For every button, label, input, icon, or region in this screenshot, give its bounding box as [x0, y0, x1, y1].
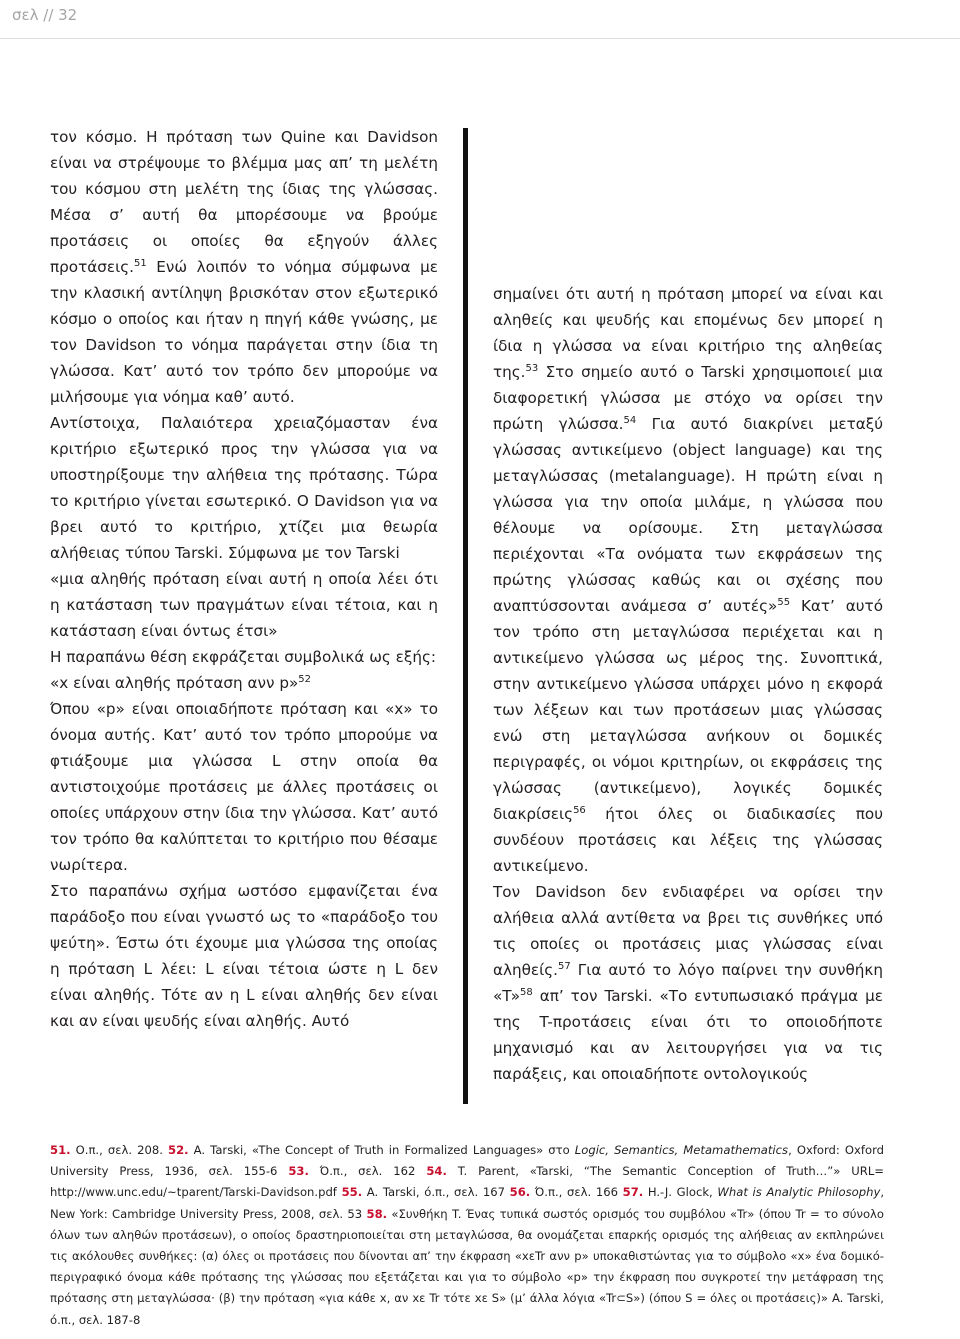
footnote-text: «Συνθήκη T. Ένας τυπικά σωστός ορισμός του συμβόλου «Tr» (όπου Tr = το σύνολο όλων των αληθών προτάσεων), ο οποίος δραστηριοποιείται στη μεταγλώσσα, θα ονομάζεται επαρκής ορισμός της αλήθειας αν εκπληρώνει τις ακόλουθες συνθήκες: (α) όλες οι προτάσεις που δίνονται απ’ την έκφραση «xεTr ανν p» υποκαθιστώντας για το σύμβολο «x» ένα δομικό-περιγραφικό όνομα κάθε πρότασης της γλώσσας που εξετάζεται και για το σύμβολο «p» την έκφραση που συγκροτεί την μετάφραση της πρότασης στη μεταγλώσσα· (β) την πρόταση «για κάθε x, αν xε Tr τότε xε S» (μ’ άλλα λόγια «Tr⊂S») (όπου S = όλες οι προτάσεις)» A. Tarski, ό.π., σελ. 187-8 [50, 1206, 884, 1327]
paragraph: Στο παραπάνω σχήμα ωστόσο εμφανίζεται ένα παράδοξο που είναι γνωστό ως το «παράδοξο του ψεύτη». Έστω ότι έχουμε μια γλώσσα της οποίας η πρόταση L λέει: L είναι τέτοια ώστε η L δεν είναι αληθής. Τότε αν η L είναι αληθής δεν είναι και αν είναι ψευδής είναι αληθής. Αυτό [50, 882, 438, 1030]
footnote-ref[interactable]: 51 [133, 258, 147, 269]
header-divider [0, 38, 960, 39]
footnote-number: 51. [50, 1143, 71, 1157]
footnote-title: What is Analytic Philosophy [717, 1185, 881, 1200]
paragraph: Τον Davidson δεν ενδιαφέρει να ορίσει την αλήθεια αλλά αντίθετα να βρει τις συνθήκες υπό τις οποίες οι προτάσεις μιας γλώσσας είναι αληθείς.$^{57}$ Για αυτό το λόγο παίρνει την συνθήκη «T»$^{58}$ απ’ τον Tarski. «Το εντυπωσιακό πράγμα με της T-προτάσεις είναι ότι το οποιοδήποτε μηχανισμό και αν λειτουργήσει για να τις παράξεις, και οποιαδήποτε οντολογικούς [493, 883, 883, 1083]
quote: «μια αληθής πρόταση είναι αυτή η οποία λέει ότι η κατάσταση των πραγμάτων είναι τέτοια, και η κατάσταση είναι όντως έτσι» [50, 570, 438, 640]
paragraph: τον κόσμο. Η πρόταση των Quine και Davidson είναι να στρέψουμε το βλέμμα μας απ’ τη μελέτη του κόσμου στη μελέτη της ίδιας της γλώσσας. Μέσα σ’ αυτή θα μπορέσουμε να βρούμε προτάσεις οι οποίες θα εξηγούν άλλες προτάσεις.$^{51}$ Ενώ λοιπόν το νόημα σύμφωνα με την κλασική αντίληψη βρισκόταν στον εξωτερικό κόσμο ο οποίος και ήταν η πηγή κάθε γνώσης, με τον Davidson το νόημα παράγεται στην ίδια τη γλώσσα. Κατ’ αυτό τον τρόπο δεν μπορούμε να μιλήσουμε για νόημα καθ’ αυτό. [50, 128, 438, 406]
right-column [493, 281, 883, 1087]
footnote-number: 53. [288, 1164, 309, 1179]
paragraph: Όπου «p» είναι οποιαδήποτε πρόταση και «x» το όνομα αυτής. Κατ’ αυτό τον τρόπο μπορούμε να φτιάξουμε μια γλώσσα L στην οποία θα αντιστοιχούμε προτάσεις με άλλες προτάσεις οι οποίες υπάρχουν στην ίδια την γλώσσα. Κατ’ αυτό τον τρόπο θα καλύπτεται το κριτήριο που θέσαμε νωρίτερα. [50, 700, 438, 874]
paragraph: Η παραπάνω θέση εκφράζεται συμβολικά ως εξής: [50, 648, 437, 666]
page-number: σελ // 32 [12, 6, 78, 24]
column-divider [463, 128, 468, 1104]
formula: «x είναι αληθής πρόταση ανν p»$^{52}$ [50, 674, 311, 692]
footnote-number: 52. [168, 1143, 189, 1157]
footnote-text: A. Tarski, ό.π., σελ. 167 [362, 1185, 505, 1200]
footnote-number: 56. [509, 1185, 531, 1200]
footnote-ref[interactable]: 57 [558, 961, 571, 972]
paragraph: σημαίνει ότι αυτή η πρόταση μπορεί να είναι και αληθείς και ψευδής και επομένως δεν μπορεί η ίδια η γλώσσα να είναι κριτήριο της αληθείας της.$^{53}$ Στο σημείο αυτό ο Tarski χρησιμοποιεί μια διαφορετική γλώσσα με στόχο να ορίσει την πρώτη γλώσσα.$^{54}$ Για αυτό διακρίνει μεταξύ γλώσσας αντικείμενο (object language) και της μεταγλώσσας (metalanguage). Η πρώτη είναι η γλώσσα για την οποία μιλάμε, η γλώσσα που θέλουμε να ορίσουμε. Στη μεταγλώσσα περιέχονται «Τα ονόματα των εκφράσεων της πρώτης γλώσσας καθώς και οι σχέσης που αναπτύσσονται ανάμεσα σ’ αυτές»$^{55}$ Κατ’ αυτό τον τρόπο στη μεταγλώσσα περιέχεται και η αντικείμενο γλώσσα ως μέρος της. Συνοπτικά, στην αντικείμενο γλώσσα υπάρχει μόνο η εκφορά των λέξεων και των προτάσεων μιας γλώσσας ενώ στη μεταγλώσσα ανήκουν οι δομικές περιγραφές, οι νόμοι κριτηρίων, οι εκφράσεις της γλώσσας (αντικείμενο), λογικές δομικές διακρίσεις$^{56}$ ήτοι όλες οι διαδικασίες που συνδέουν προτάσεις και λέξεις της γλώσσας αντικείμενο. [493, 285, 883, 875]
footnote-text: H.-J. Glock, [643, 1185, 718, 1200]
footnote-ref[interactable]: 53 [525, 363, 539, 374]
footnote-text: Ο.π., σελ. 208. [70, 1143, 163, 1157]
footnote-ref[interactable]: 55 [777, 597, 791, 608]
footnotes [50, 1140, 884, 1331]
footnote-ref[interactable]: 56 [573, 805, 586, 816]
footnote-ref[interactable]: 54 [623, 415, 637, 426]
footnote-number: 57. [622, 1185, 644, 1200]
footnote-text: Ό.π., σελ. 162 [308, 1164, 416, 1179]
footnote-text: , New York: Cambridge University Press, 2008, σελ. 53 [50, 1185, 885, 1221]
footnote-number: 58. [366, 1206, 388, 1221]
left-column [50, 124, 438, 1034]
footnote-ref[interactable]: 52 [298, 674, 311, 685]
footnote-title: Logic, Semantics, Metamathematics [574, 1143, 789, 1157]
footnote-text: A. Tarski, «The Concept of Truth in Formalized Languages» στο [188, 1143, 575, 1157]
footnote-text: Ό.π., σελ. 166 [530, 1185, 618, 1200]
footnote-ref[interactable]: 58 [520, 987, 533, 998]
footnote-number: 54. [426, 1164, 447, 1179]
footnote-number: 55. [341, 1185, 363, 1200]
footnote-text: , Oxford: Oxford University Press, 1936, σελ. 155-6 [50, 1143, 884, 1179]
paragraph: Αντίστοιχα, Παλαιότερα χρειαζόμασταν ένα κριτήριο εξωτερικό προς την γλώσσα για να υποστηρίξουμε την αλήθεια της πρότασης. Τώρα το κριτήριο γίνεται εσωτερικό. Ο Davidson για να βρει αυτό το κριτήριο, χτίζει μια θεωρία αλήθειας τύπου Tarski. Σύμφωνα με τον Tarski [50, 414, 438, 562]
footnote-text[interactable]: T. Parent, «Tarski, “The Semantic Conception of Truth…”» URL= http://www.unc.edu/~tparent/Tarski-Davidson.pdf [50, 1164, 884, 1200]
